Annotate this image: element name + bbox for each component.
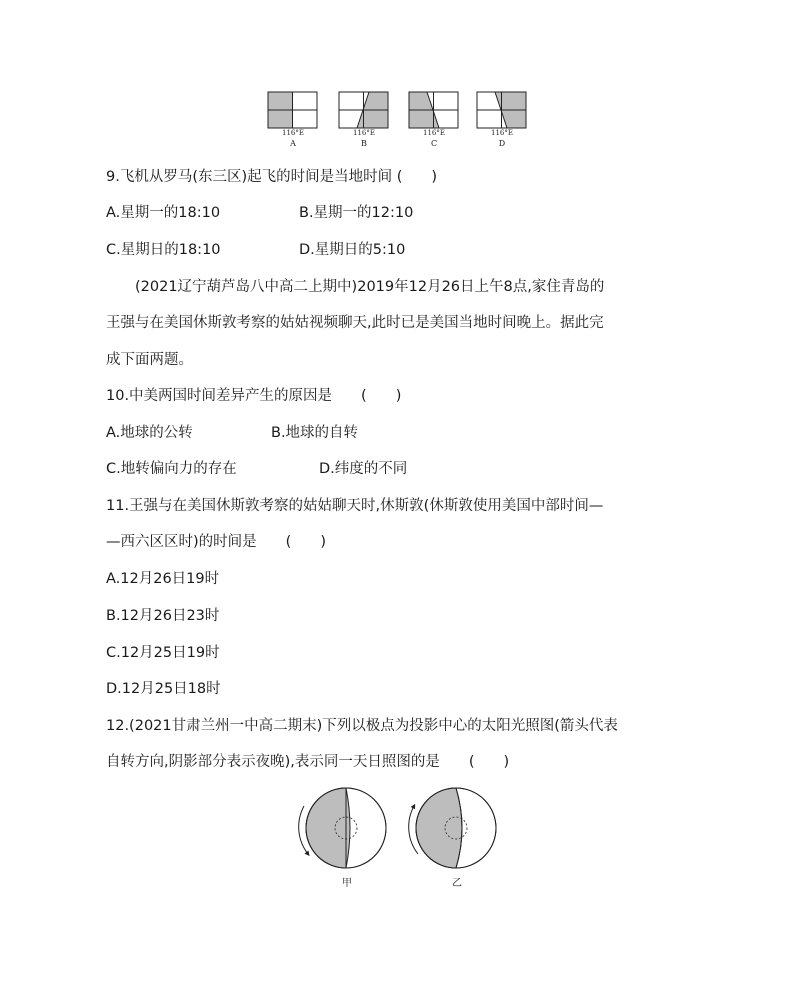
option-letter-a: A bbox=[290, 139, 296, 148]
question-11-option-a: A.12月26日19时 bbox=[106, 571, 220, 587]
option-letter-d: D bbox=[498, 139, 506, 148]
option-letter-c: C bbox=[430, 139, 438, 148]
globe-jia bbox=[299, 788, 386, 868]
question-11-option-b: B.12月26日23时 bbox=[106, 608, 220, 624]
longitude-label-a: 116°E bbox=[282, 129, 304, 137]
option-letter-b: B bbox=[361, 139, 367, 148]
top-figure bbox=[266, 90, 528, 152]
longitude-label-c: 116°E bbox=[423, 129, 445, 137]
globe-label-jia: 甲 bbox=[342, 878, 352, 889]
diagram-c bbox=[409, 92, 458, 128]
question-9-option-a: A.星期一的18:10 bbox=[106, 205, 221, 221]
question-10-option-b: B.地球的自转 bbox=[271, 425, 359, 441]
globe-yi bbox=[409, 788, 496, 868]
passage-line-2: 王强与在美国休斯敦考察的姑姑视频聊天,此时已是美国当地时间晚上。据此完 bbox=[106, 315, 604, 331]
longitude-label-d: 116°E bbox=[491, 129, 513, 137]
globe-diagrams bbox=[296, 784, 510, 874]
diagram-d bbox=[477, 92, 526, 128]
question-10-option-c: C.地转偏向力的存在 bbox=[106, 461, 237, 477]
question-11-line-1: 11.王强与在美国休斯敦考察的姑姑聊天时,休斯敦(休斯敦使用美国中部时间— bbox=[106, 498, 604, 514]
question-12-line-1: 12.(2021甘肃兰州一中高二期末)下列以极点为投影中心的太阳光照图(箭头代表 bbox=[106, 718, 618, 734]
question-9-option-b: B.星期一的12:10 bbox=[299, 205, 414, 221]
passage-line-1: (2021辽宁葫芦岛八中高二上期中)2019年12月26日上午8点,家住青岛的 bbox=[135, 279, 605, 295]
question-10-stem: 10.中美两国时间差异产生的原因是 ( ) bbox=[106, 388, 402, 404]
question-10-option-a: A.地球的公转 bbox=[106, 425, 193, 441]
passage-line-3: 成下面两题。 bbox=[106, 352, 193, 368]
question-9-stem: 9.飞机从罗马(东三区)起飞的时间是当地时间 ( ) bbox=[106, 169, 438, 185]
question-11-option-d: D.12月25日18时 bbox=[106, 681, 221, 697]
globe-figures bbox=[296, 784, 510, 890]
question-9-option-d: D.星期日的5:10 bbox=[299, 242, 406, 258]
globe-label-yi: 乙 bbox=[452, 878, 462, 889]
longitude-label-b: 116°E bbox=[353, 129, 375, 137]
question-10-option-d: D.纬度的不同 bbox=[319, 461, 408, 477]
diagram-b bbox=[339, 92, 388, 128]
question-12-line-2: 自转方向,阴影部分表示夜晚),表示同一天日照图的是 ( ) bbox=[106, 754, 510, 770]
question-11-line-2: —西六区区时)的时间是 ( ) bbox=[106, 534, 326, 550]
question-9-option-c: C.星期日的18:10 bbox=[106, 242, 221, 258]
diagram-a bbox=[268, 92, 317, 128]
question-11-option-c: C.12月25日19时 bbox=[106, 645, 220, 661]
